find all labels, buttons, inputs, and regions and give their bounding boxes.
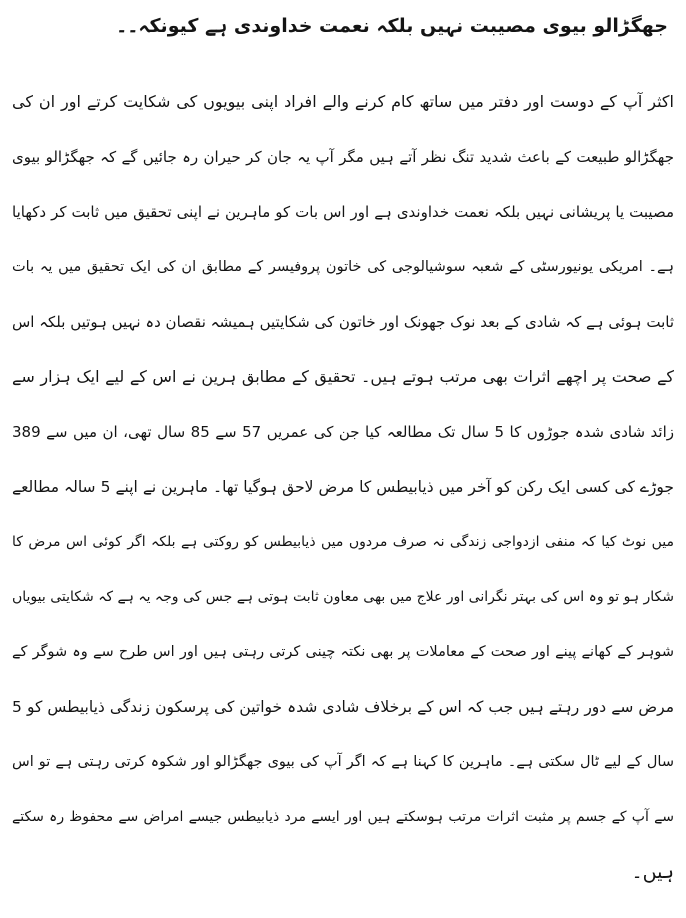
paragraph-line: اکثر آپ کے دوست اور دفتر میں ساتھ کام کرنے والے افراد اپنی بیویوں کی شکایت کرتے اور ان کی [12,92,674,111]
paragraph-line: سال کے لیے ٹال سکتی ہے۔ ماہرین کا کہنا ہے کہ اگر آپ کی بیوی جھگڑالو اور شکوہ کرتی رہتی ہے تو اس [12,754,674,770]
article-title: جھگڑالو بیوی مصیبت نہیں بلکہ نعمت خداوندی ہے کیونکہ۔۔ [116,15,668,37]
paragraph-line: ہے۔ امریکی یونیورسٹی کے شعبہ سوشیالوجی کی خاتون پروفیسر کے مطابق ان کی ایک تحقیق میں یہ بات [12,259,674,275]
paragraph-line: زائد شادی شدہ جوڑوں کا 5 سال تک مطالعہ کیا جن کی عمریں 57 سے 85 سال تھی، ان میں سے 389 [12,423,674,441]
paragraph-line-last: ہیں۔ [631,861,674,883]
paragraph-line: میں نوٹ کیا کہ منفی ازدواجی زندگی نہ صرف مردوں میں ذیابیطس کو روکتی ہے بلکہ اگر کوئی اس مرض کا [12,534,674,550]
paragraph-line: شکار ہو تو وہ اس کی بہتر نگرانی اور علاج میں بھی معاون ثابت ہوتی ہے جس کی وجہ یہ ہے کہ شکایتی بیویاں [12,589,674,605]
paragraph-line: شوہر کے کھانے پینے اور صحت کے معاملات پر بھی نکتہ چینی کرتی رہتی ہیں اور اس طرح سے وہ شوگر کے [12,644,674,660]
paragraph-line: ثابت ہوئی ہے کہ شادی کے بعد نوک جھونک اور خاتون کی شکایتیں ہمیشہ نقصان دہ نہیں ہوتیں بلکہ اس [12,313,674,331]
paragraph-line: کے صحت پر اچھے اثرات بھی مرتب ہوتے ہیں۔ تحقیق کے مطابق ہرین نے اس کے لیے ایک ہزار سے [12,367,674,386]
paragraph-line: مصیبت یا پریشانی نہیں بلکہ نعمت خداوندی ہے اور اس بات کو ماہرین نے اپنی تحقیق میں ثابت کر دکھایا [12,203,674,221]
paragraph-line: جھگڑالو طبیعت کے باعث شدید تنگ نظر آتے ہیں مگر آپ یہ جان کر حیران رہ جائیں گے کہ جھگڑالو بیوی [12,148,674,166]
paragraph-line: مرض سے دور رہتے ہیں جب کہ اس کے برخلاف شادی شدہ خواتین کی پرسکون زندگی ذیابیطس کو 5 [12,698,674,716]
paragraph-line: سے آپ کے جسم پر مثبت اثرات مرتب ہوسکتے ہیں اور ایسے مرد ذیابیطس جیسے امراض سے محفوظ رہ سکتے [12,809,674,825]
paragraph-line: جوڑے کی کسی ایک رکن کو آخر میں ذیابیطس کا مرض لاحق ہوگیا تھا۔ ماہرین نے اپنے 5 سالہ مطالعے [12,478,674,496]
